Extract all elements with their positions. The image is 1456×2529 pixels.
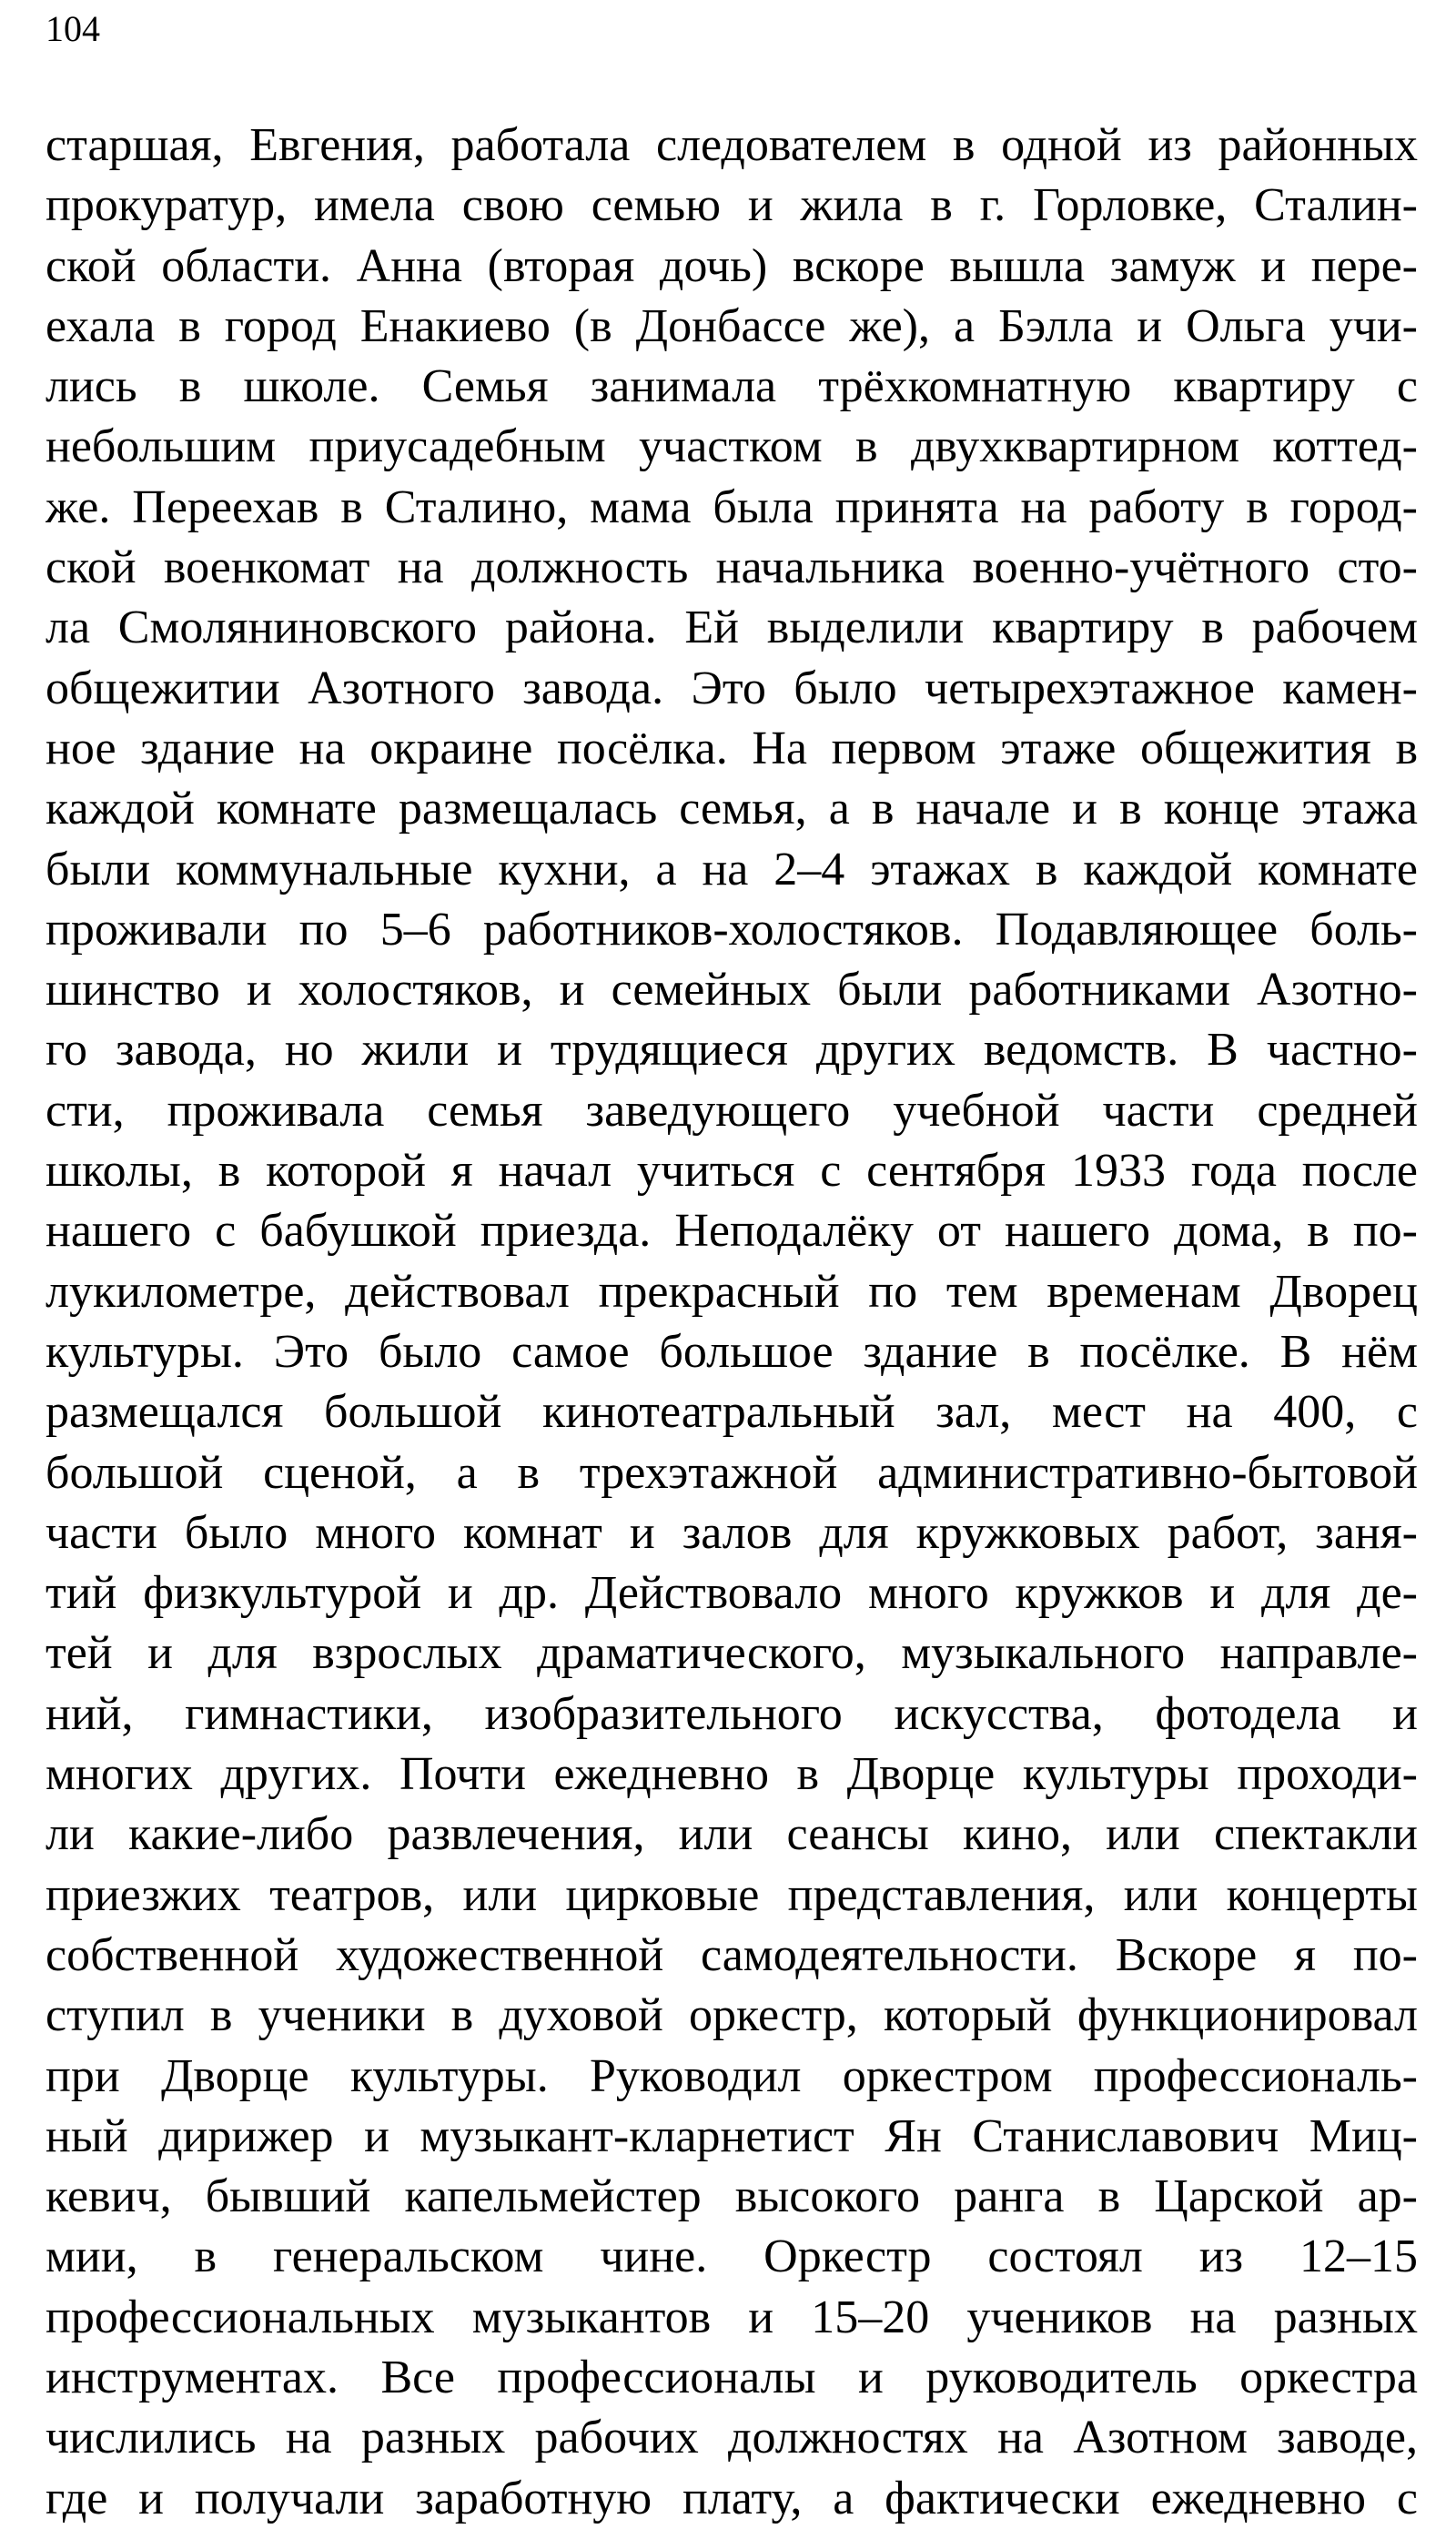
text-line: го завода, но жили и трудящиеся других ведомств. В частно- bbox=[46, 1024, 1418, 1077]
text-line: при Дворце культуры. Руководил оркестром профессиональ- bbox=[46, 2049, 1418, 2102]
page-number: 104 bbox=[46, 8, 100, 49]
text-line: же. Переехав в Сталино, мама была принята на работу в город- bbox=[46, 481, 1418, 533]
text-line: небольшим приусадебным участком в двухквартирном коттед- bbox=[46, 420, 1418, 473]
text-line: числились на разных рабочих должностях на Азотном заводе, bbox=[46, 2412, 1418, 2464]
text-line: тий физкультурой и др. Действовало много кружков и для де- bbox=[46, 1567, 1418, 1620]
text-line: ное здание на окраине посёлка. На первом этаже общежития в bbox=[46, 722, 1418, 774]
text-line: прокуратур, имела свою семью и жила в г. Горловке, Сталин- bbox=[46, 179, 1418, 232]
text-line: размещался большой кинотеатральный зал, мест на 400, с bbox=[46, 1386, 1418, 1439]
text-line: лукилометре, действовал прекрасный по тем временам Дворец bbox=[46, 1265, 1418, 1318]
text-line: каждой комнате размещалась семья, а в начале и в конце этажа bbox=[46, 783, 1418, 835]
text-line: сти, проживала семья заведующего учебной части средней bbox=[46, 1084, 1418, 1137]
text-line: ний, гимнастики, изобразительного искусства, фотодела и bbox=[46, 1687, 1418, 1740]
text-line: где и получали заработную плату, а фактически ежедневно с bbox=[46, 2472, 1418, 2524]
text-line: ехала в город Енакиево (в Донбассе же), а Бэлла и Ольга учи- bbox=[46, 299, 1418, 352]
text-line: ступил в ученики в духовой оркестр, который функционировал bbox=[46, 1989, 1418, 2042]
text-line: большой сценой, а в трехэтажной административно-бытовой bbox=[46, 1446, 1418, 1499]
text-line: ли какие-либо развлечения, или сеансы кино, или спектакли bbox=[46, 1808, 1418, 1861]
text-line: старшая, Евгения, работала следователем в одной из районных bbox=[46, 119, 1418, 171]
text-line: кевич, бывший капельмейстер высокого ранга в Царской ар- bbox=[46, 2170, 1418, 2223]
text-line: приезжих театров, или цирковые представления, или концерты bbox=[46, 1868, 1418, 1921]
text-line: части было много комнат и залов для кружковых работ, заня- bbox=[46, 1506, 1418, 1559]
text-line: собственной художественной самодеятельности. Вскоре я по- bbox=[46, 1928, 1418, 1981]
text-line: ской области. Анна (вторая дочь) вскоре вышла замуж и пере- bbox=[46, 239, 1418, 292]
text-line: ный дирижер и музыкант-кларнетист Ян Станиславович Миц- bbox=[46, 2109, 1418, 2162]
text-line: ла Смоляниновского района. Ей выделили квартиру в рабочем bbox=[46, 602, 1418, 654]
text-line: шинство и холостяков, и семейных были работниками Азотно- bbox=[46, 964, 1418, 1017]
text-line: инструментах. Все профессионалы и руководитель оркестра bbox=[46, 2351, 1418, 2403]
text-line: культуры. Это было самое большое здание в посёлке. В нём bbox=[46, 1325, 1418, 1378]
text-line: общежитии Азотного завода. Это было четырехэтажное камен- bbox=[46, 662, 1418, 714]
text-line: тей и для взрослых драматического, музыкального направле- bbox=[46, 1627, 1418, 1680]
text-line: ской военкомат на должность начальника военно-учётного сто- bbox=[46, 541, 1418, 594]
text-line: многих других. Почти ежедневно в Дворце культуры проходи- bbox=[46, 1748, 1418, 1801]
body-text bbox=[46, 116, 1418, 2529]
text-line: профессиональных музыкантов и 15–20 учеников на разных bbox=[46, 2291, 1418, 2343]
text-line: нашего с бабушкой приезда. Неподалёку от нашего дома, в по- bbox=[46, 1205, 1418, 1258]
text-line: проживали по 5–6 работников-холостяков. Подавляющее боль- bbox=[46, 903, 1418, 956]
text-line: мии, в генеральском чине. Оркестр состоял из 12–15 bbox=[46, 2231, 1418, 2283]
text-line: лись в школе. Семья занимала трёхкомнатную квартиру с bbox=[46, 360, 1418, 413]
text-line: были коммунальные кухни, а на 2–4 этажах в каждой комнате bbox=[46, 843, 1418, 895]
text-line: школы, в которой я начал учиться с сентября 1933 года после bbox=[46, 1145, 1418, 1198]
